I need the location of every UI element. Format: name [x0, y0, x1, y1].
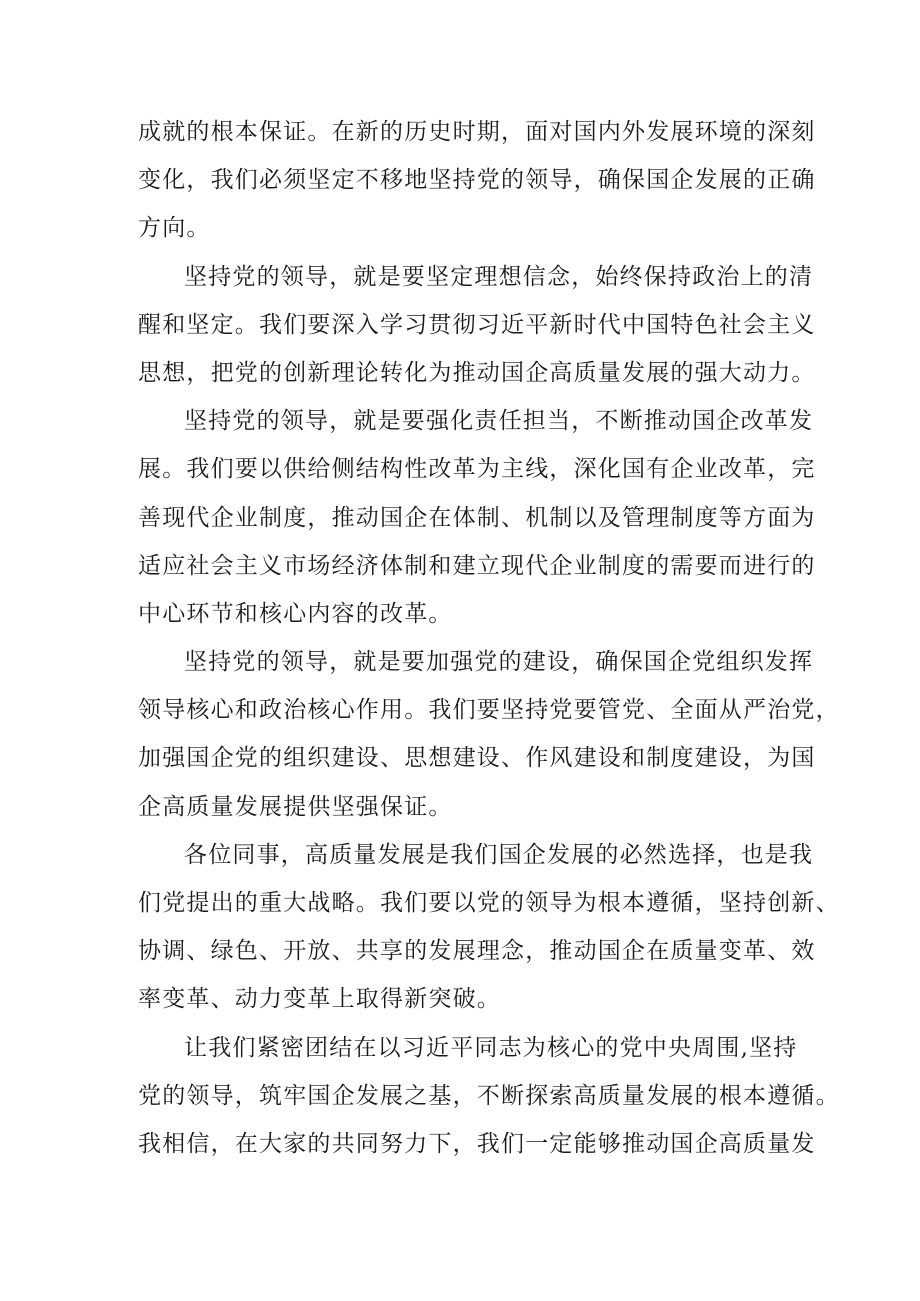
text-line: 们党提出的重大战略。我们要以党的领导为根本遵循，坚持创新、 [138, 890, 840, 916]
text-line: 坚持党的领导，就是要强化责任担当，不断推动国企改革发 [184, 408, 814, 435]
text-line: 率变革、动力变革上取得新突破。 [138, 986, 501, 1013]
text-line: 领导核心和政治核心作用。我们要坚持党要管党、全面从严治党， [138, 697, 840, 724]
text-line: 善现代企业制度，推动国企在体制、机制以及管理制度等方面为 [138, 504, 816, 531]
text-line: 中心环节和核心内容的改革。 [138, 600, 453, 627]
document-body [138, 108, 840, 1168]
text-line: 成就的根本保证。在新的历史时期，面对国内外发展环境的深刻 [138, 119, 816, 145]
text-line: 思想，把党的创新理论转化为推动国企高质量发展的强大动力。 [138, 359, 816, 386]
text-line: 坚持党的领导，就是要坚定理想信念，始终保持政治上的清 [184, 263, 814, 290]
text-line: 让我们紧密团结在以习近平同志为核心的党中央周围,坚持 [184, 1034, 798, 1061]
text-line: 党的领导，筑牢国企发展之基，不断探索高质量发展的根本遵循。 [138, 1082, 840, 1109]
text-line: 醒和坚定。我们要深入学习贯彻习近平新时代中国特色社会主义 [138, 311, 816, 338]
text-line: 各位同事，高质量发展是我们国企发展的必然选择，也是我 [184, 841, 814, 868]
text-line: 企高质量发展提供坚强保证。 [138, 793, 453, 820]
text-line: 我相信，在大家的共同努力下，我们一定能够推动国企高质量发 [138, 1130, 816, 1157]
text-line: 展。我们要以供给侧结构性改革为主线，深化国有企业改革，完 [138, 456, 816, 483]
text-line: 适应社会主义市场经济体制和建立现代企业制度的需要而进行的 [138, 552, 816, 579]
text-line: 坚持党的领导，就是要加强党的建设，确保国企党组织发挥 [184, 649, 814, 676]
text-line: 方向。 [138, 215, 211, 242]
text-line: 协调、绿色、开放、共享的发展理念，推动国企在质量变革、效 [138, 938, 816, 965]
text-line: 加强国企党的组织建设、思想建设、作风建设和制度建设，为国 [138, 745, 816, 772]
text-line: 变化，我们必须坚定不移地坚持党的领导，确保国企发展的正确 [138, 167, 816, 194]
